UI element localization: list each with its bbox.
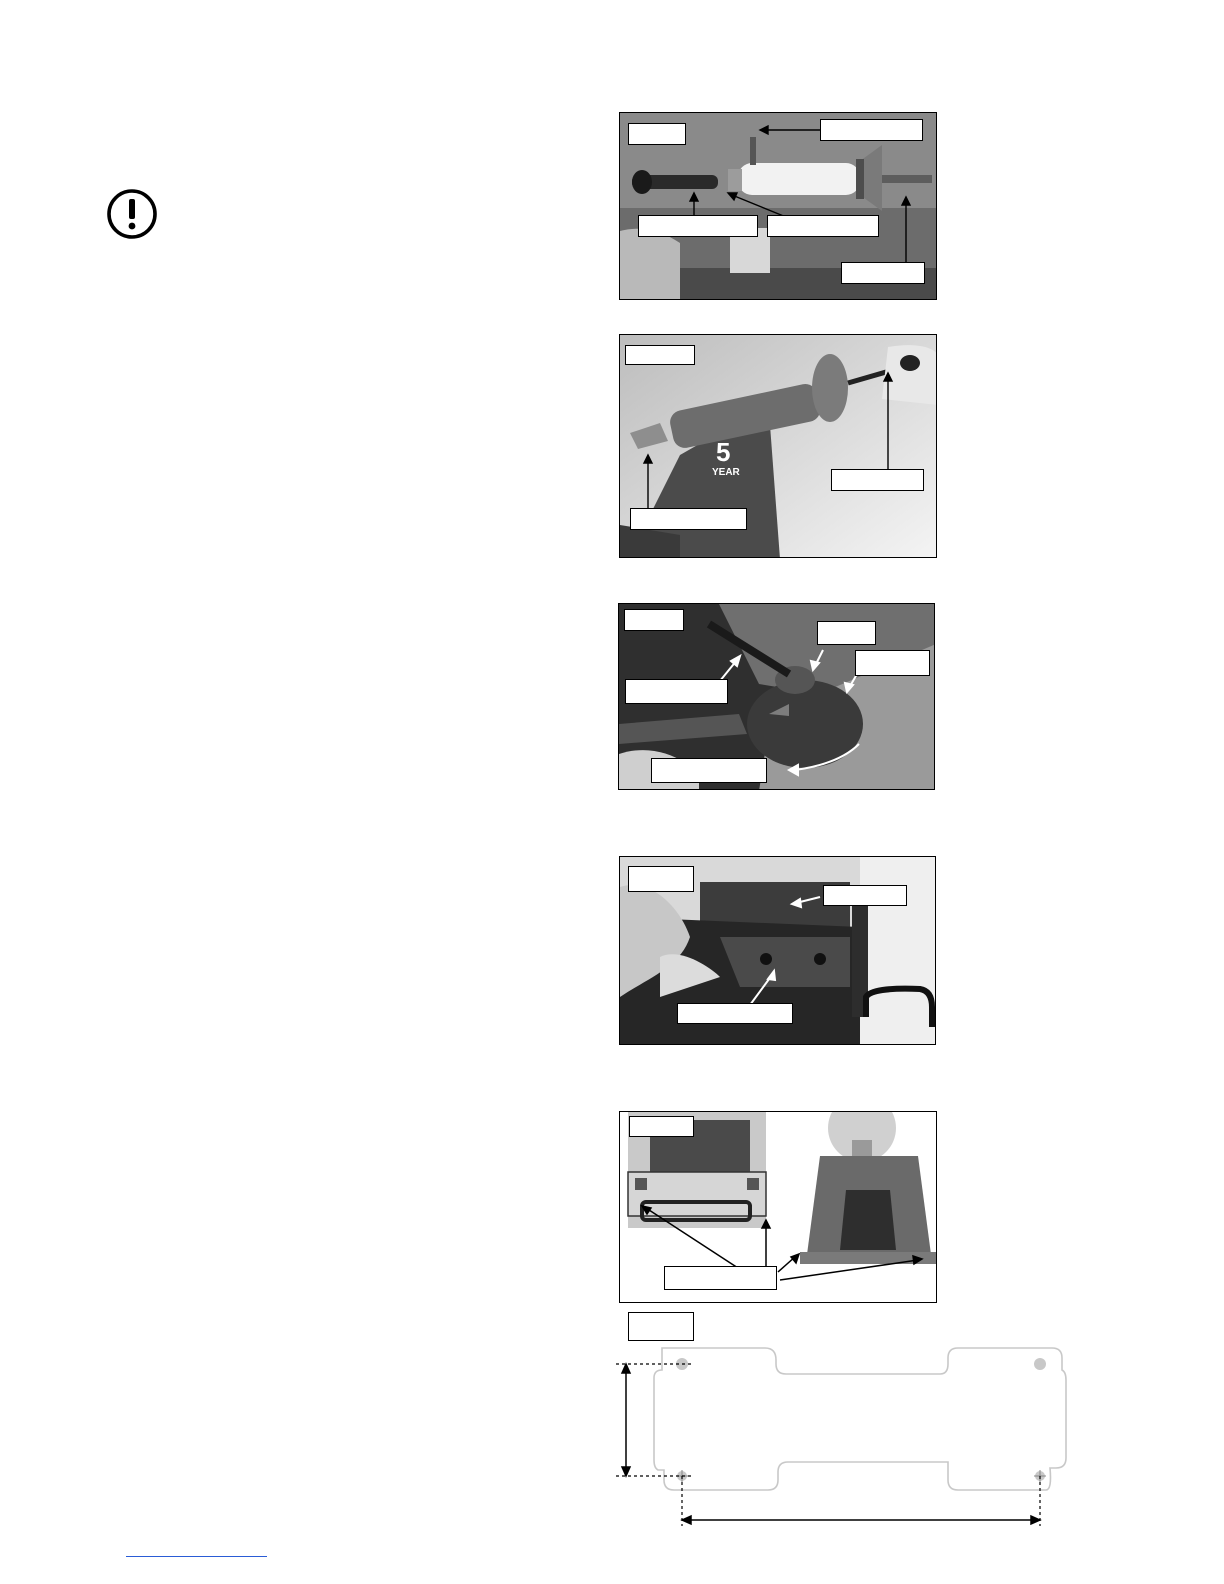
figure-6-mounting-outline [600, 1340, 1080, 1540]
figure-2-badge-number: 5 [716, 437, 731, 467]
figure-2-callout-right [831, 469, 924, 491]
footer-link[interactable] [126, 1556, 267, 1557]
figure-1-callout-top [820, 119, 923, 141]
figure-1-callout-left [638, 215, 758, 237]
figure-4-callout-top [823, 885, 907, 906]
figure-2-label [625, 345, 695, 365]
figure-3-callout-bottom [651, 758, 767, 783]
figure-4-callout-bottom [677, 1003, 793, 1024]
figure-4-label [628, 866, 694, 892]
figure-1-callout-middle [767, 215, 879, 237]
exclamation-circle-icon [104, 188, 160, 240]
figure-2-badge-word: YEAR [712, 467, 740, 478]
figure-1-callout-bottom [841, 262, 925, 284]
figure-3-label [624, 609, 684, 631]
figure-2-callout-left [630, 508, 747, 530]
figure-1-label [628, 123, 686, 145]
figure-3-callout-left [625, 679, 728, 704]
figure-3-callout-center [817, 621, 876, 645]
figure-3-callout-right [855, 650, 930, 676]
figure-5-callout [664, 1266, 777, 1290]
figure-6-label [628, 1312, 694, 1341]
figure-5-label [629, 1116, 694, 1137]
